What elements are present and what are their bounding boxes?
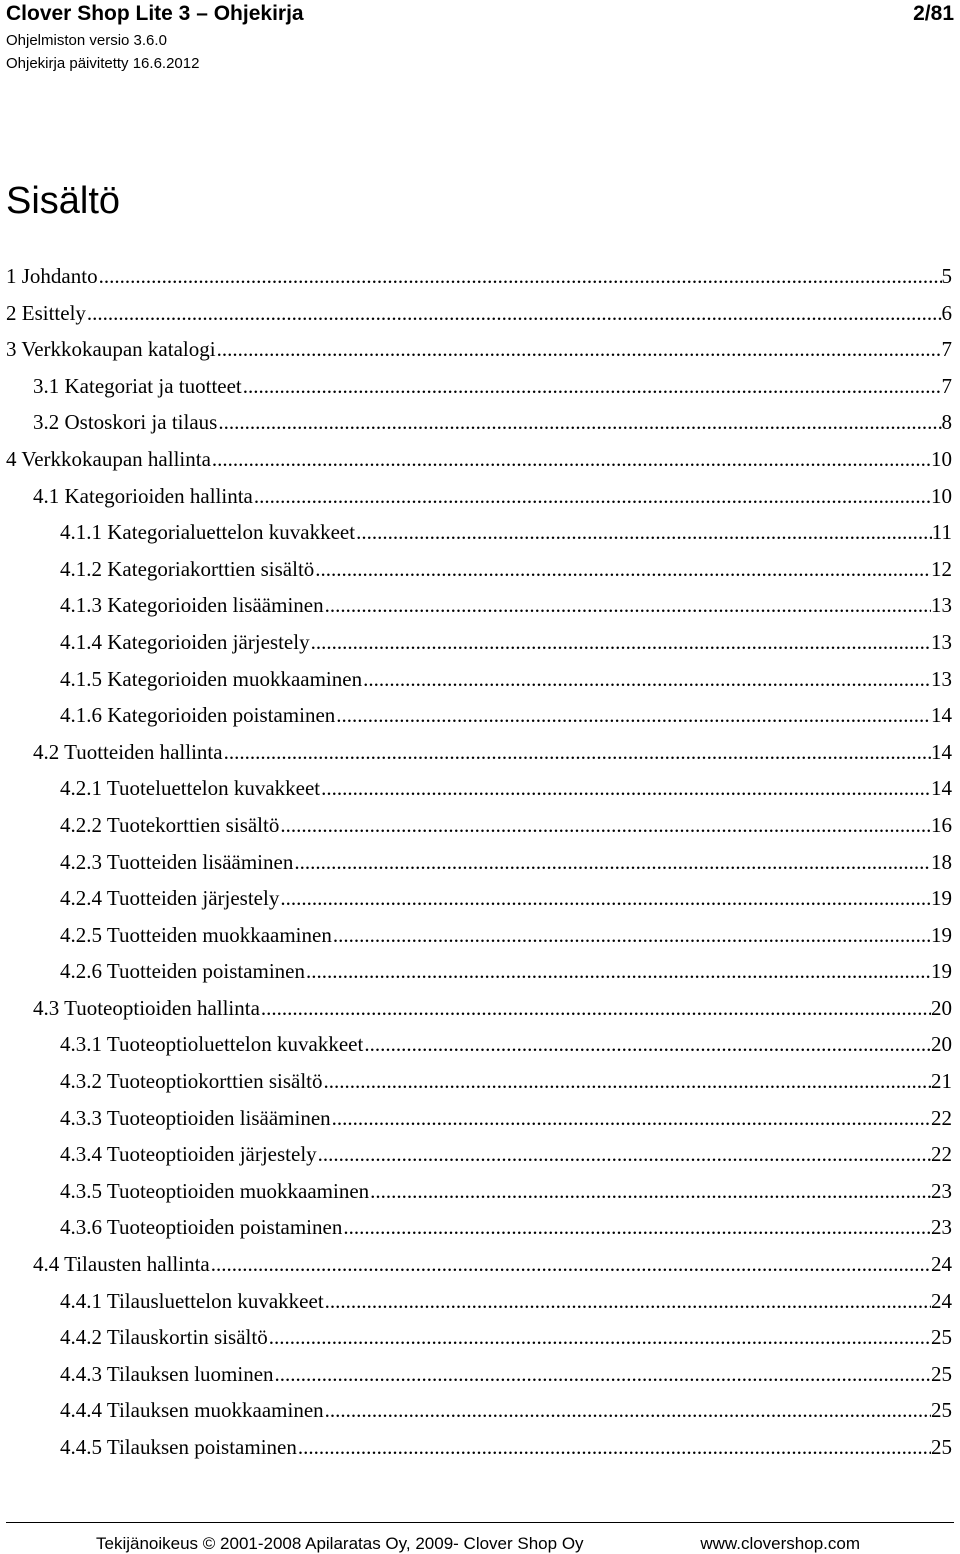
toc-leader xyxy=(333,923,931,948)
toc-entry-page: 13 xyxy=(931,629,952,654)
toc-leader xyxy=(280,813,931,838)
toc-entry-page: 21 xyxy=(931,1069,952,1094)
toc-entry[interactable] xyxy=(0,478,960,515)
toc-entry[interactable] xyxy=(0,1209,960,1246)
toc-entry[interactable] xyxy=(0,1136,960,1173)
toc-entry-page: 25 xyxy=(931,1325,952,1350)
toc-entry[interactable] xyxy=(0,953,960,990)
toc-leader xyxy=(243,374,942,399)
toc-leader xyxy=(99,264,942,289)
toc-entry[interactable] xyxy=(0,990,960,1027)
toc-entry[interactable] xyxy=(0,441,960,478)
toc-entry-label: 3.1 Kategoriat ja tuotteet xyxy=(33,373,242,398)
toc-leader xyxy=(364,1032,931,1057)
toc-entry-page: 12 xyxy=(931,556,952,581)
toc-entry[interactable] xyxy=(0,404,960,441)
toc-entry-page: 10 xyxy=(931,446,952,471)
toc-entry-page: 14 xyxy=(931,703,952,728)
toc-entry-page: 23 xyxy=(931,1178,952,1203)
toc-entry[interactable] xyxy=(0,880,960,917)
toc-entry-page: 14 xyxy=(931,739,952,764)
toc-entry-page: 16 xyxy=(931,812,952,837)
toc-entry-page: 19 xyxy=(931,959,952,984)
toc-entry-label: 4.4.2 Tilauskortin sisältö xyxy=(60,1325,268,1350)
toc-entry-page: 10 xyxy=(931,483,952,508)
toc-leader xyxy=(306,959,931,984)
toc-entry-label: 3 Verkkokaupan katalogi xyxy=(6,337,216,362)
toc-entry-label: 4.1.3 Kategorioiden lisääminen xyxy=(60,593,324,618)
toc-entry-label: 4.4.5 Tilauksen poistaminen xyxy=(60,1435,297,1459)
toc-leader xyxy=(370,1179,931,1204)
toc-entry-page: 19 xyxy=(931,886,952,911)
website-link[interactable]: www.clovershop.com xyxy=(700,1534,860,1553)
toc-leader xyxy=(311,630,931,655)
toc-entry-label: 4.3.4 Tuoteoptioiden järjestely xyxy=(60,1142,317,1167)
toc-entry[interactable] xyxy=(0,770,960,807)
toc-leader xyxy=(218,410,941,435)
toc-entry[interactable] xyxy=(0,368,960,405)
toc-entry[interactable] xyxy=(0,697,960,734)
toc-entry-label: 4.2.3 Tuotteiden lisääminen xyxy=(60,849,294,874)
manual-updated-date: Ohjekirja päivitetty 16.6.2012 xyxy=(6,55,200,72)
toc-leader xyxy=(87,301,942,326)
toc-entry[interactable] xyxy=(0,1173,960,1210)
toc-leader xyxy=(315,557,931,582)
toc-entry-page: 20 xyxy=(931,995,952,1020)
toc-entry[interactable] xyxy=(0,514,960,551)
toc-leader xyxy=(321,776,931,801)
toc-entry-label: 4.2.2 Tuotekorttien sisältö xyxy=(60,812,280,837)
toc-leader xyxy=(294,850,931,875)
toc-entry[interactable] xyxy=(0,551,960,588)
toc-leader xyxy=(363,667,931,692)
toc-entry-page: 5 xyxy=(941,264,952,288)
toc-entry-label: 4.3.2 Tuoteoptiokorttien sisältö xyxy=(60,1069,323,1094)
toc-entry[interactable] xyxy=(0,624,960,661)
toc-leader xyxy=(324,1069,931,1094)
toc-entry-page: 25 xyxy=(931,1398,952,1423)
toc-leader xyxy=(254,484,931,509)
document-title: Clover Shop Lite 3 – Ohjekirja xyxy=(6,2,304,25)
toc-entry-page: 20 xyxy=(931,1032,952,1057)
toc-entry-page: 8 xyxy=(941,410,952,435)
toc-leader xyxy=(325,1289,931,1314)
toc-entry-label: 4.4.3 Tilauksen luominen xyxy=(60,1361,274,1386)
toc-entry-label: 4.1.4 Kategorioiden järjestely xyxy=(60,629,310,654)
toc-leader xyxy=(318,1142,931,1167)
toc-entry-page: 13 xyxy=(931,666,952,691)
toc-entry[interactable] xyxy=(0,331,960,368)
toc-leader xyxy=(275,1362,931,1387)
toc-entry-label: 4.2.4 Tuotteiden järjestely xyxy=(60,886,280,911)
toc-leader xyxy=(211,1252,931,1277)
page-number: 2/81 xyxy=(913,2,954,25)
toc-entry[interactable] xyxy=(0,1026,960,1063)
toc-entry-page: 23 xyxy=(931,1215,952,1240)
toc-entry[interactable] xyxy=(0,258,960,295)
toc-entry-label: 4.2.1 Tuoteluettelon kuvakkeet xyxy=(60,776,321,801)
toc-leader xyxy=(269,1325,931,1350)
toc-entry-label: 4 Verkkokaupan hallinta xyxy=(6,446,211,471)
toc-leader xyxy=(332,1106,931,1131)
toc-entry-page: 19 xyxy=(931,922,952,947)
toc-entry-page: 22 xyxy=(931,1105,952,1130)
toc-entry[interactable] xyxy=(0,587,960,624)
toc-entry[interactable] xyxy=(0,1283,960,1320)
toc-entry-label: 3.2 Ostoskori ja tilaus xyxy=(33,410,218,435)
toc-leader xyxy=(325,1398,931,1423)
toc-entry-label: 2 Esittely xyxy=(6,300,86,325)
toc-entry[interactable] xyxy=(0,1100,960,1137)
toc-entry[interactable] xyxy=(0,1246,960,1283)
toc-entry-page: 11 xyxy=(931,520,952,545)
toc-entry-label: 4.2 Tuotteiden hallinta xyxy=(33,739,223,764)
toc-entry-label: 4.3.3 Tuoteoptioiden lisääminen xyxy=(60,1105,331,1130)
toc-entry-page: 24 xyxy=(931,1288,952,1313)
footer-divider xyxy=(6,1522,954,1523)
table-of-contents xyxy=(0,258,960,1466)
toc-entry-page: 6 xyxy=(941,300,952,325)
toc-entry-page: 14 xyxy=(931,776,952,801)
toc-entry-page: 25 xyxy=(931,1435,952,1459)
toc-entry-label: 4.1.2 Kategoriakorttien sisältö xyxy=(60,556,315,581)
toc-leader xyxy=(356,520,932,545)
toc-entry-page: 25 xyxy=(931,1361,952,1386)
toc-entry-label: 1 Johdanto xyxy=(6,264,98,288)
toc-entry[interactable] xyxy=(0,734,960,771)
toc-leader xyxy=(224,740,931,765)
toc-entry-label: 4.4.4 Tilauksen muokkaaminen xyxy=(60,1398,324,1423)
toc-leader xyxy=(343,1215,931,1240)
toc-leader xyxy=(336,703,931,728)
toc-entry[interactable] xyxy=(0,295,960,332)
toc-entry-label: 4.3.1 Tuoteoptioluettelon kuvakkeet xyxy=(60,1032,364,1057)
toc-entry-label: 4.2.5 Tuotteiden muokkaaminen xyxy=(60,922,332,947)
toc-entry[interactable] xyxy=(0,661,960,698)
toc-leader xyxy=(325,593,931,618)
toc-entry-label: 4.4 Tilausten hallinta xyxy=(33,1252,210,1277)
toc-entry-label: 4.1.1 Kategorialuettelon kuvakkeet xyxy=(60,520,356,545)
toc-entry[interactable] xyxy=(0,1392,960,1429)
software-version: Ohjelmiston versio 3.6.0 xyxy=(6,32,167,49)
toc-entry-label: 4.4.1 Tilausluettelon kuvakkeet xyxy=(60,1288,324,1313)
toc-leader xyxy=(217,337,942,362)
toc-entry-label: 4.1.6 Kategorioiden poistaminen xyxy=(60,703,336,728)
toc-leader xyxy=(298,1435,931,1460)
toc-entry-page: 7 xyxy=(941,337,952,362)
toc-entry[interactable] xyxy=(0,1063,960,1100)
toc-entry-label: 4.3.6 Tuoteoptioiden poistaminen xyxy=(60,1215,343,1240)
toc-entry[interactable] xyxy=(0,844,960,881)
toc-entry-label: 4.1.5 Kategorioiden muokkaaminen xyxy=(60,666,363,691)
toc-entry-page: 24 xyxy=(931,1252,952,1277)
toc-entry-label: 4.2.6 Tuotteiden poistaminen xyxy=(60,959,306,984)
toc-heading: Sisältö xyxy=(6,180,121,222)
toc-leader xyxy=(280,886,931,911)
toc-entry-page: 18 xyxy=(931,849,952,874)
toc-entry-label: 4.1 Kategorioiden hallinta xyxy=(33,483,253,508)
toc-entry-page: 22 xyxy=(931,1142,952,1167)
toc-entry[interactable] xyxy=(0,917,960,954)
toc-leader xyxy=(261,996,931,1021)
toc-entry[interactable] xyxy=(0,1356,960,1393)
toc-entry-page: 7 xyxy=(941,373,952,398)
toc-entry-page: 13 xyxy=(931,593,952,618)
toc-entry[interactable] xyxy=(0,1429,960,1466)
toc-entry[interactable] xyxy=(0,1319,960,1356)
copyright-notice: Tekijänoikeus © 2001-2008 Apilaratas Oy, 2009- Clover Shop Oy xyxy=(96,1534,584,1553)
toc-entry-label: 4.3 Tuoteoptioiden hallinta xyxy=(33,995,260,1020)
toc-leader xyxy=(212,447,931,472)
toc-entry-label: 4.3.5 Tuoteoptioiden muokkaaminen xyxy=(60,1178,370,1203)
toc-entry[interactable] xyxy=(0,807,960,844)
